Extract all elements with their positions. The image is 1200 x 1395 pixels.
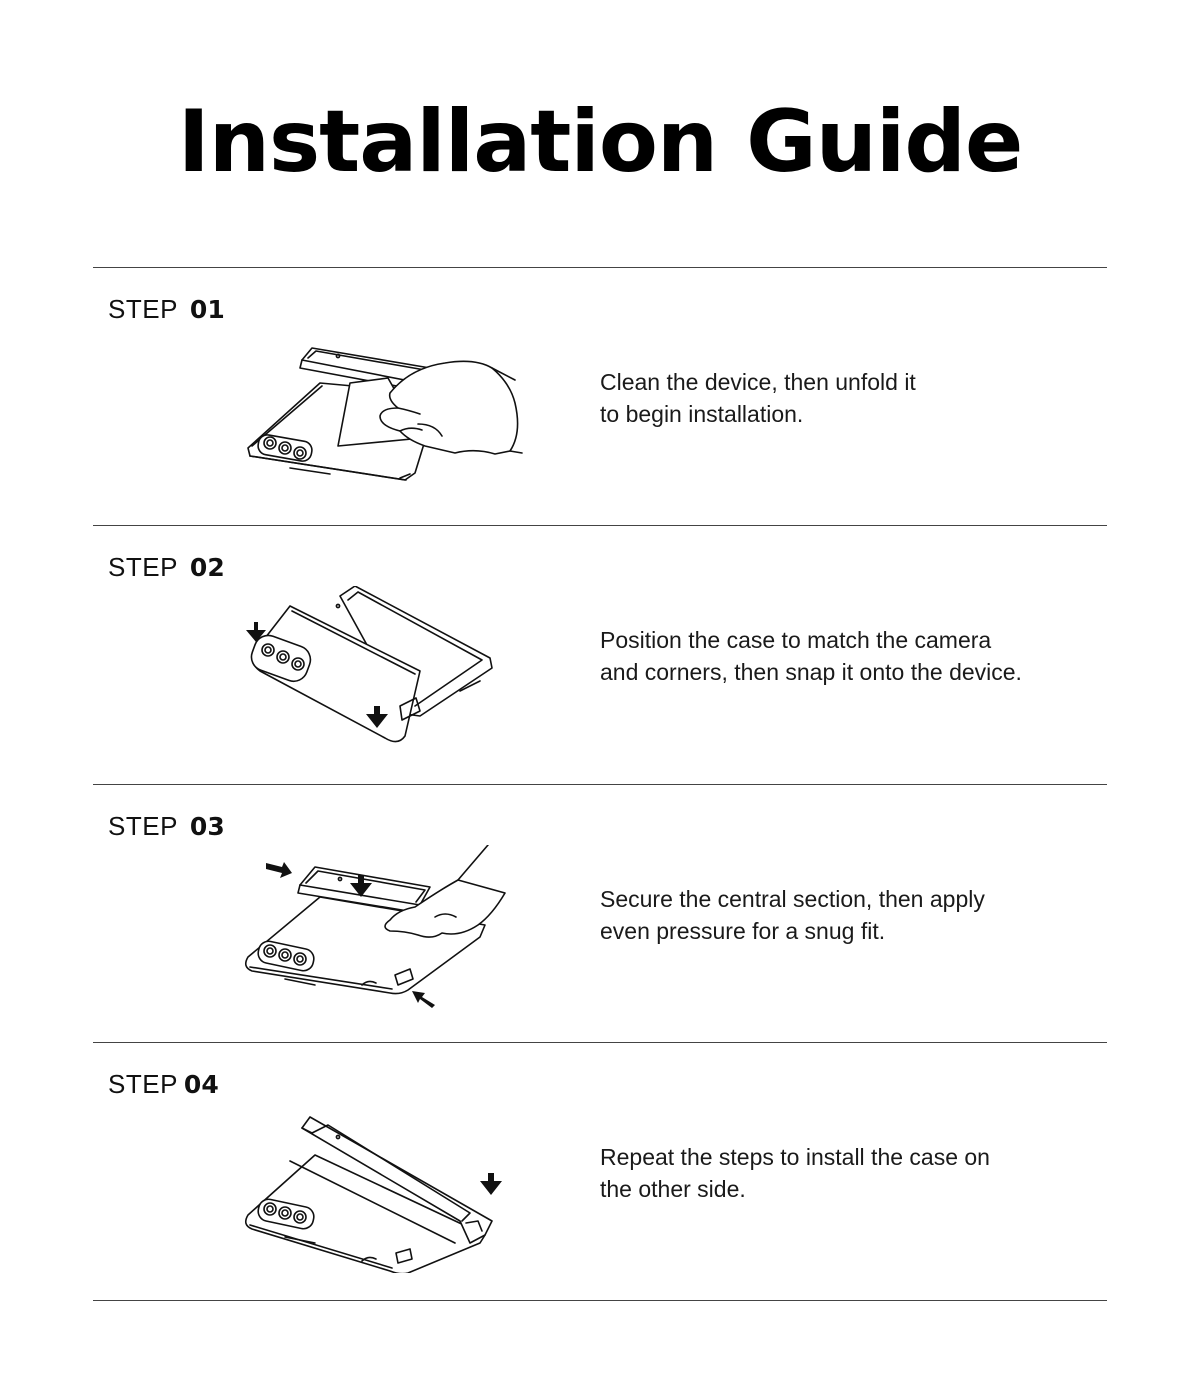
- step-text-line: the other side.: [600, 1176, 746, 1202]
- case-snap-camera-icon: [230, 586, 530, 756]
- step-number: 04: [183, 1070, 219, 1099]
- step-04: [0, 1043, 1200, 1301]
- step-label: [108, 1069, 219, 1100]
- divider: [93, 1300, 1107, 1301]
- step-label: [108, 294, 225, 325]
- step-02: [0, 526, 1200, 784]
- step-label: [108, 552, 225, 583]
- step-01: [0, 268, 1200, 526]
- step-text-line: Clean the device, then unfold it: [600, 369, 916, 395]
- step-text-line: to begin installation.: [600, 401, 804, 427]
- install-other-side-icon: [230, 1103, 530, 1273]
- step-text-line: Repeat the steps to install the case on: [600, 1144, 990, 1170]
- step-word: STEP: [108, 294, 178, 324]
- step-description: [600, 366, 1080, 430]
- step-description: [600, 883, 1080, 947]
- step-word: STEP: [108, 552, 178, 582]
- step-number: 01: [189, 295, 225, 324]
- step-number: 02: [189, 553, 225, 582]
- step-number: 03: [189, 812, 225, 841]
- step-text-line: and corners, then snap it onto the device.: [600, 659, 1022, 685]
- step-label: [108, 811, 225, 842]
- step-word: STEP: [108, 1069, 178, 1099]
- step-description: [600, 624, 1080, 688]
- step-description: [600, 1141, 1080, 1205]
- step-03: [0, 785, 1200, 1043]
- step-text-line: even pressure for a snug fit.: [600, 918, 886, 944]
- page-title: Installation Guide: [177, 92, 1023, 192]
- step-word: STEP: [108, 811, 178, 841]
- step-text-line: Position the case to match the camera: [600, 627, 992, 653]
- press-center-case-icon: [230, 845, 530, 1015]
- hand-wiping-device-icon: [230, 328, 530, 498]
- step-text-line: Secure the central section, then apply: [600, 886, 985, 912]
